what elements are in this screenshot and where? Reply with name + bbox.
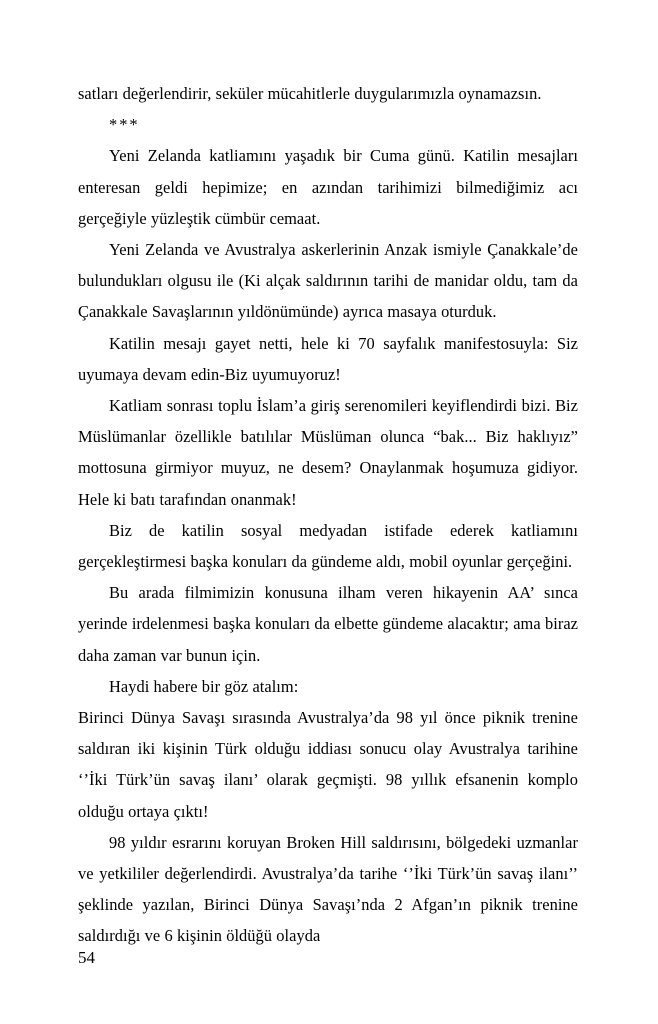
paragraph: Katilin mesajı gayet netti, hele ki 70 sayfalık manifestosuyla: Siz uyumaya devam edin-Biz uyumuyoruz! bbox=[78, 333, 578, 384]
paragraph: Yeni Zelanda ve Avustralya askerlerinin Anzak ismiyle Çanakkale’de bulundukları olgusu ile (Ki alçak saldırının tarihi de manidar oldu, tam da Çanakkale Savaşlarının yıldönümünde) ayrıca masaya oturduk. bbox=[78, 240, 578, 322]
paragraph: Birinci Dünya Savaşı sırasında Avustralya’da 98 yıl önce piknik trenine saldıran iki kişinin Türk olduğu iddiası sonucu olay Avustralya tarihine ‘’İki Türk’ün savaş ilanı’ olarak geçmişti. 98 yıllık efsanenin komplo olduğu ortaya çıktı! bbox=[78, 708, 578, 821]
paragraph: Yeni Zelanda katliamını yaşadık bir Cuma günü. Katilin mesajları enteresan geldi hepimize; en azından tarihimizi bilmediğimiz acı gerçeğiyle yüzleştik cümbür cemaat. bbox=[78, 146, 578, 228]
page-body-text bbox=[78, 78, 578, 952]
paragraph: satları değerlendirir, seküler mücahitlerle duygularımızla oynamazsın. bbox=[78, 84, 542, 103]
paragraph: Biz de katilin sosyal medyadan istifade ederek katliamını gerçekleştirmesi başka konuları da gündeme aldı, mobil oyunlar gerçeğini. bbox=[78, 520, 578, 572]
paragraph: Katliam sonrası toplu İslam’a giriş serenomileri keyiflendirdi bizi. Biz Müslümanlar özellikle batılılar Müslüman olunca “bak... Biz haklıyız” mottosuna girmiyor muyuz, ne desem? Onaylanmak hoşumuza gidiyor. Hele ki batı tarafından onanmak! bbox=[78, 396, 578, 509]
paragraph: Haydi habere bir göz atalım: bbox=[109, 676, 299, 696]
paragraph: 98 yıldır esrarını koruyan Broken Hill saldırısını, bölgedeki uzmanlar ve yetkililer değerlendirdi. Avustralya’da tarihe ‘’İki Türk’ün savaş ilanı’’ şeklinde yazılan, Birinci Dünya Savaşı’nda 2 Afgan’ın piknik trenine saldırdığı ve 6 kişinin öldüğü olayda bbox=[78, 832, 578, 946]
page-number: 54 bbox=[78, 948, 95, 967]
section-break: *** bbox=[109, 115, 140, 135]
paragraph: Bu arada filmimizin konusuna ilham veren hikayenin AA’ sınca yerinde irdelenmesi başka konuları da elbette gündeme alacaktır; ama biraz daha zaman var bunun için. bbox=[78, 583, 578, 665]
